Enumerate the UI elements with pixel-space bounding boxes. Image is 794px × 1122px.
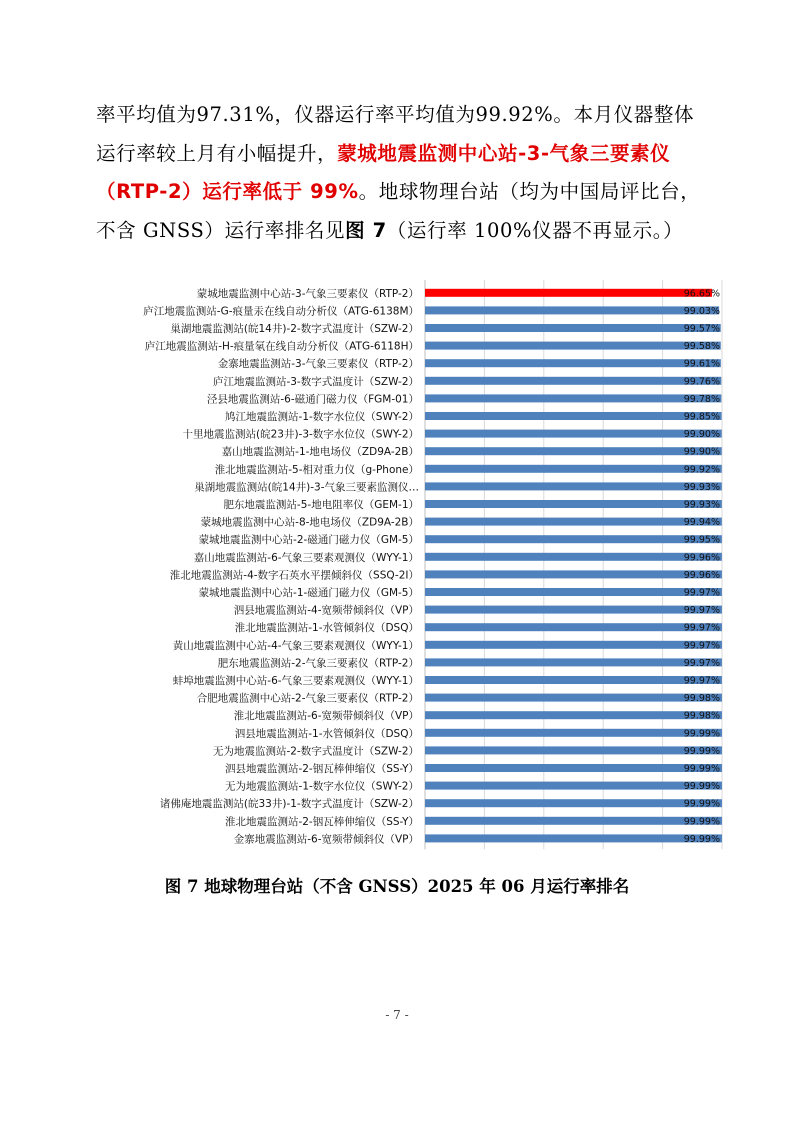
category-label: 黄山地震监测中心站-4-气象三要素观测仪（WYY-1） xyxy=(172,639,419,652)
bar xyxy=(425,394,721,402)
data-label: 99.90% xyxy=(683,429,720,441)
data-label: 99.96% xyxy=(683,552,720,564)
bar xyxy=(425,535,722,543)
data-label: 99.03% xyxy=(683,305,720,317)
category-label: 嘉山地震监测站-6-气象三要素观测仪（WYY-1） xyxy=(193,551,419,564)
paragraph-text: 运行率较上月有小幅提升， xyxy=(96,141,338,165)
data-label: 99.97% xyxy=(683,605,720,617)
data-label: 99.90% xyxy=(683,446,720,458)
paragraph-text: 率平均值为97.31%，仪器运行率平均值为99.92%。本月仪器整体 xyxy=(96,103,695,126)
bar xyxy=(425,799,722,807)
bar xyxy=(425,324,721,332)
bar xyxy=(425,640,722,652)
bar xyxy=(425,623,722,631)
category-label: 蒙城地震监测中心站-1-磁通门磁力仪（GM-5） xyxy=(198,587,419,599)
figure-reference: 图 7 xyxy=(345,218,387,242)
category-label: 嘉山地震监测站-1-地电场仪（ZD9A-2B） xyxy=(221,446,419,459)
bar xyxy=(425,693,722,705)
category-label: 泗县地震监测站-4-宽频带倾斜仪（VP） xyxy=(233,604,419,617)
data-label: 99.97% xyxy=(683,657,720,669)
data-label: 99.97% xyxy=(683,675,720,687)
category-label: 泗县地震监测站-1-水管倾斜仪（DSQ） xyxy=(234,727,419,740)
bar xyxy=(425,728,722,740)
bar xyxy=(425,447,722,455)
paragraph-line-4 xyxy=(96,212,716,251)
category-label: 肥东地震监测站-2-气象三要素仪（RTP-2） xyxy=(217,657,419,670)
bar xyxy=(425,517,722,529)
paragraph-text: （运行率 100%仪器不再显示。） xyxy=(386,218,684,242)
bar xyxy=(425,289,712,297)
category-label: 蚌埠地震监测中心站-6-气象三要素观测仪（WYY-1） xyxy=(172,675,419,687)
data-label: 99.93% xyxy=(683,499,720,511)
category-label: 无为地震监测站-1-数字水位仪（SWY-2） xyxy=(225,780,419,793)
paragraph-text: 不含 GNSS）运行率排名见 xyxy=(96,218,346,242)
bar xyxy=(425,764,722,772)
category-label: 淮北地震监测站-4-数字石英水平摆倾斜仪（SSQ-2I） xyxy=(169,569,419,582)
category-label: 蒙城地震监测中心站-3-气象三要素仪（RTP-2） xyxy=(196,287,419,300)
data-label: 99.99% xyxy=(683,798,720,810)
data-label: 99.97% xyxy=(683,587,720,599)
page-number: - 7 - xyxy=(385,1008,409,1022)
data-label: 99.99% xyxy=(683,781,720,793)
bar xyxy=(425,464,722,476)
data-label: 99.99% xyxy=(683,816,720,828)
bar xyxy=(425,816,722,828)
data-label: 99.96% xyxy=(683,569,720,581)
bar xyxy=(425,676,722,684)
category-label: 巢湖地震监测站(皖14井)-3-气象三要素监测仪… xyxy=(194,481,419,494)
bar xyxy=(425,834,722,842)
category-label: 诸佛庵地震监测站(皖33井)-1-数字式温度计（SZW-2） xyxy=(159,798,419,811)
category-label: 庐江地震监测站-3-数字式温度计（SZW-2） xyxy=(212,375,419,388)
data-label: 99.61% xyxy=(683,358,720,370)
category-label: 蒙城地震监测中心站-2-磁通门磁力仪（GM-5） xyxy=(198,534,419,547)
category-label: 金寨地震监测站-6-宽频带倾斜仪（VP） xyxy=(233,833,419,846)
data-label: 99.58% xyxy=(683,341,720,353)
category-label: 淮北地震监测站-6-宽频带倾斜仪（VP） xyxy=(233,710,419,723)
data-label: 99.99% xyxy=(683,728,720,740)
data-label: 99.95% xyxy=(683,534,720,546)
paragraph-line-2 xyxy=(96,135,716,174)
bar xyxy=(425,781,722,793)
category-label: 合肥地震监测中心站-2-气象三要素仪（RTP-2） xyxy=(196,692,419,705)
data-label: 99.94% xyxy=(683,517,720,529)
data-label: 99.92% xyxy=(683,464,720,476)
bar xyxy=(425,376,721,388)
figure-caption: 图 7 地球物理台站（不含 GNSS）2025 年 06 月运行率排名 xyxy=(164,877,630,896)
category-label: 蒙城地震监测中心站-8-地电场仪（ZD9A-2B） xyxy=(200,516,419,529)
data-label: 99.57% xyxy=(683,323,720,335)
bar xyxy=(425,711,722,719)
category-label: 巢湖地震监测站(皖14井)-2-数字式温度计（SZW-2） xyxy=(170,323,419,335)
paragraph-line-1 xyxy=(96,96,716,135)
category-label: 庐江地震监测站-G-痕量汞在线自动分析仪（ATG-6138M） xyxy=(143,305,419,318)
bar xyxy=(425,588,722,596)
data-label: 99.97% xyxy=(683,622,720,634)
data-label: 99.85% xyxy=(683,411,720,423)
category-label: 肥东地震监测站-5-地电阻率仪（GEM-1） xyxy=(223,499,419,511)
bar xyxy=(425,552,722,564)
category-label: 鸠江地震监测站-1-数字水位仪（SWY-2） xyxy=(225,411,419,423)
category-label: 十里地震监测站(皖23井)-3-数字水位仪（SWY-2） xyxy=(182,428,419,441)
ranking-bar-chart xyxy=(100,276,740,856)
highlight-text: （RTP-2）运行率低于 99% xyxy=(96,180,359,203)
bar xyxy=(425,429,722,441)
paragraph-line-3 xyxy=(96,173,716,212)
data-label: 99.76% xyxy=(683,376,720,388)
bar xyxy=(425,500,722,508)
data-label: 99.97% xyxy=(683,640,720,652)
category-label: 淮北地震监测站-2-铟瓦棒伸缩仪（SS-Y） xyxy=(224,815,419,828)
data-label: 99.78% xyxy=(683,393,720,405)
data-label: 96.65% xyxy=(683,288,720,300)
data-label: 99.99% xyxy=(683,833,720,845)
category-label: 金寨地震监测站-3-气象三要素仪（RTP-2） xyxy=(217,358,419,371)
bar xyxy=(425,306,719,314)
category-label: 淮北地震监测站-5-相对重力仪（g-Phone） xyxy=(214,463,419,476)
bar xyxy=(425,658,722,666)
category-label: 泗县地震监测站-2-铟瓦棒伸缩仪（SS-Y） xyxy=(224,763,419,775)
paragraph-text: 。地球物理台站（均为中国局评比台， xyxy=(358,180,701,203)
highlight-text: 蒙城地震监测中心站-3-气象三要素仪 xyxy=(337,141,671,165)
bar xyxy=(425,605,722,617)
bar xyxy=(425,341,721,353)
data-label: 99.98% xyxy=(683,710,720,722)
data-label: 99.99% xyxy=(683,763,720,775)
bar xyxy=(425,359,721,367)
category-label: 庐江地震监测站-H-痕量氡在线自动分析仪（ATG-6118H） xyxy=(144,340,419,353)
category-label: 泾县地震监测站-6-磁通门磁力仪（FGM-01） xyxy=(206,393,419,406)
bar xyxy=(425,746,722,754)
data-label: 99.98% xyxy=(683,693,720,705)
category-label: 无为地震监测站-2-数字式温度计（SZW-2） xyxy=(212,745,419,758)
bar xyxy=(425,412,722,420)
bar xyxy=(425,482,722,490)
bar xyxy=(425,570,722,578)
data-label: 99.99% xyxy=(683,745,720,757)
category-label: 淮北地震监测站-1-水管倾斜仪（DSQ） xyxy=(234,622,419,635)
data-label: 99.93% xyxy=(683,481,720,493)
body-paragraph xyxy=(96,96,716,250)
